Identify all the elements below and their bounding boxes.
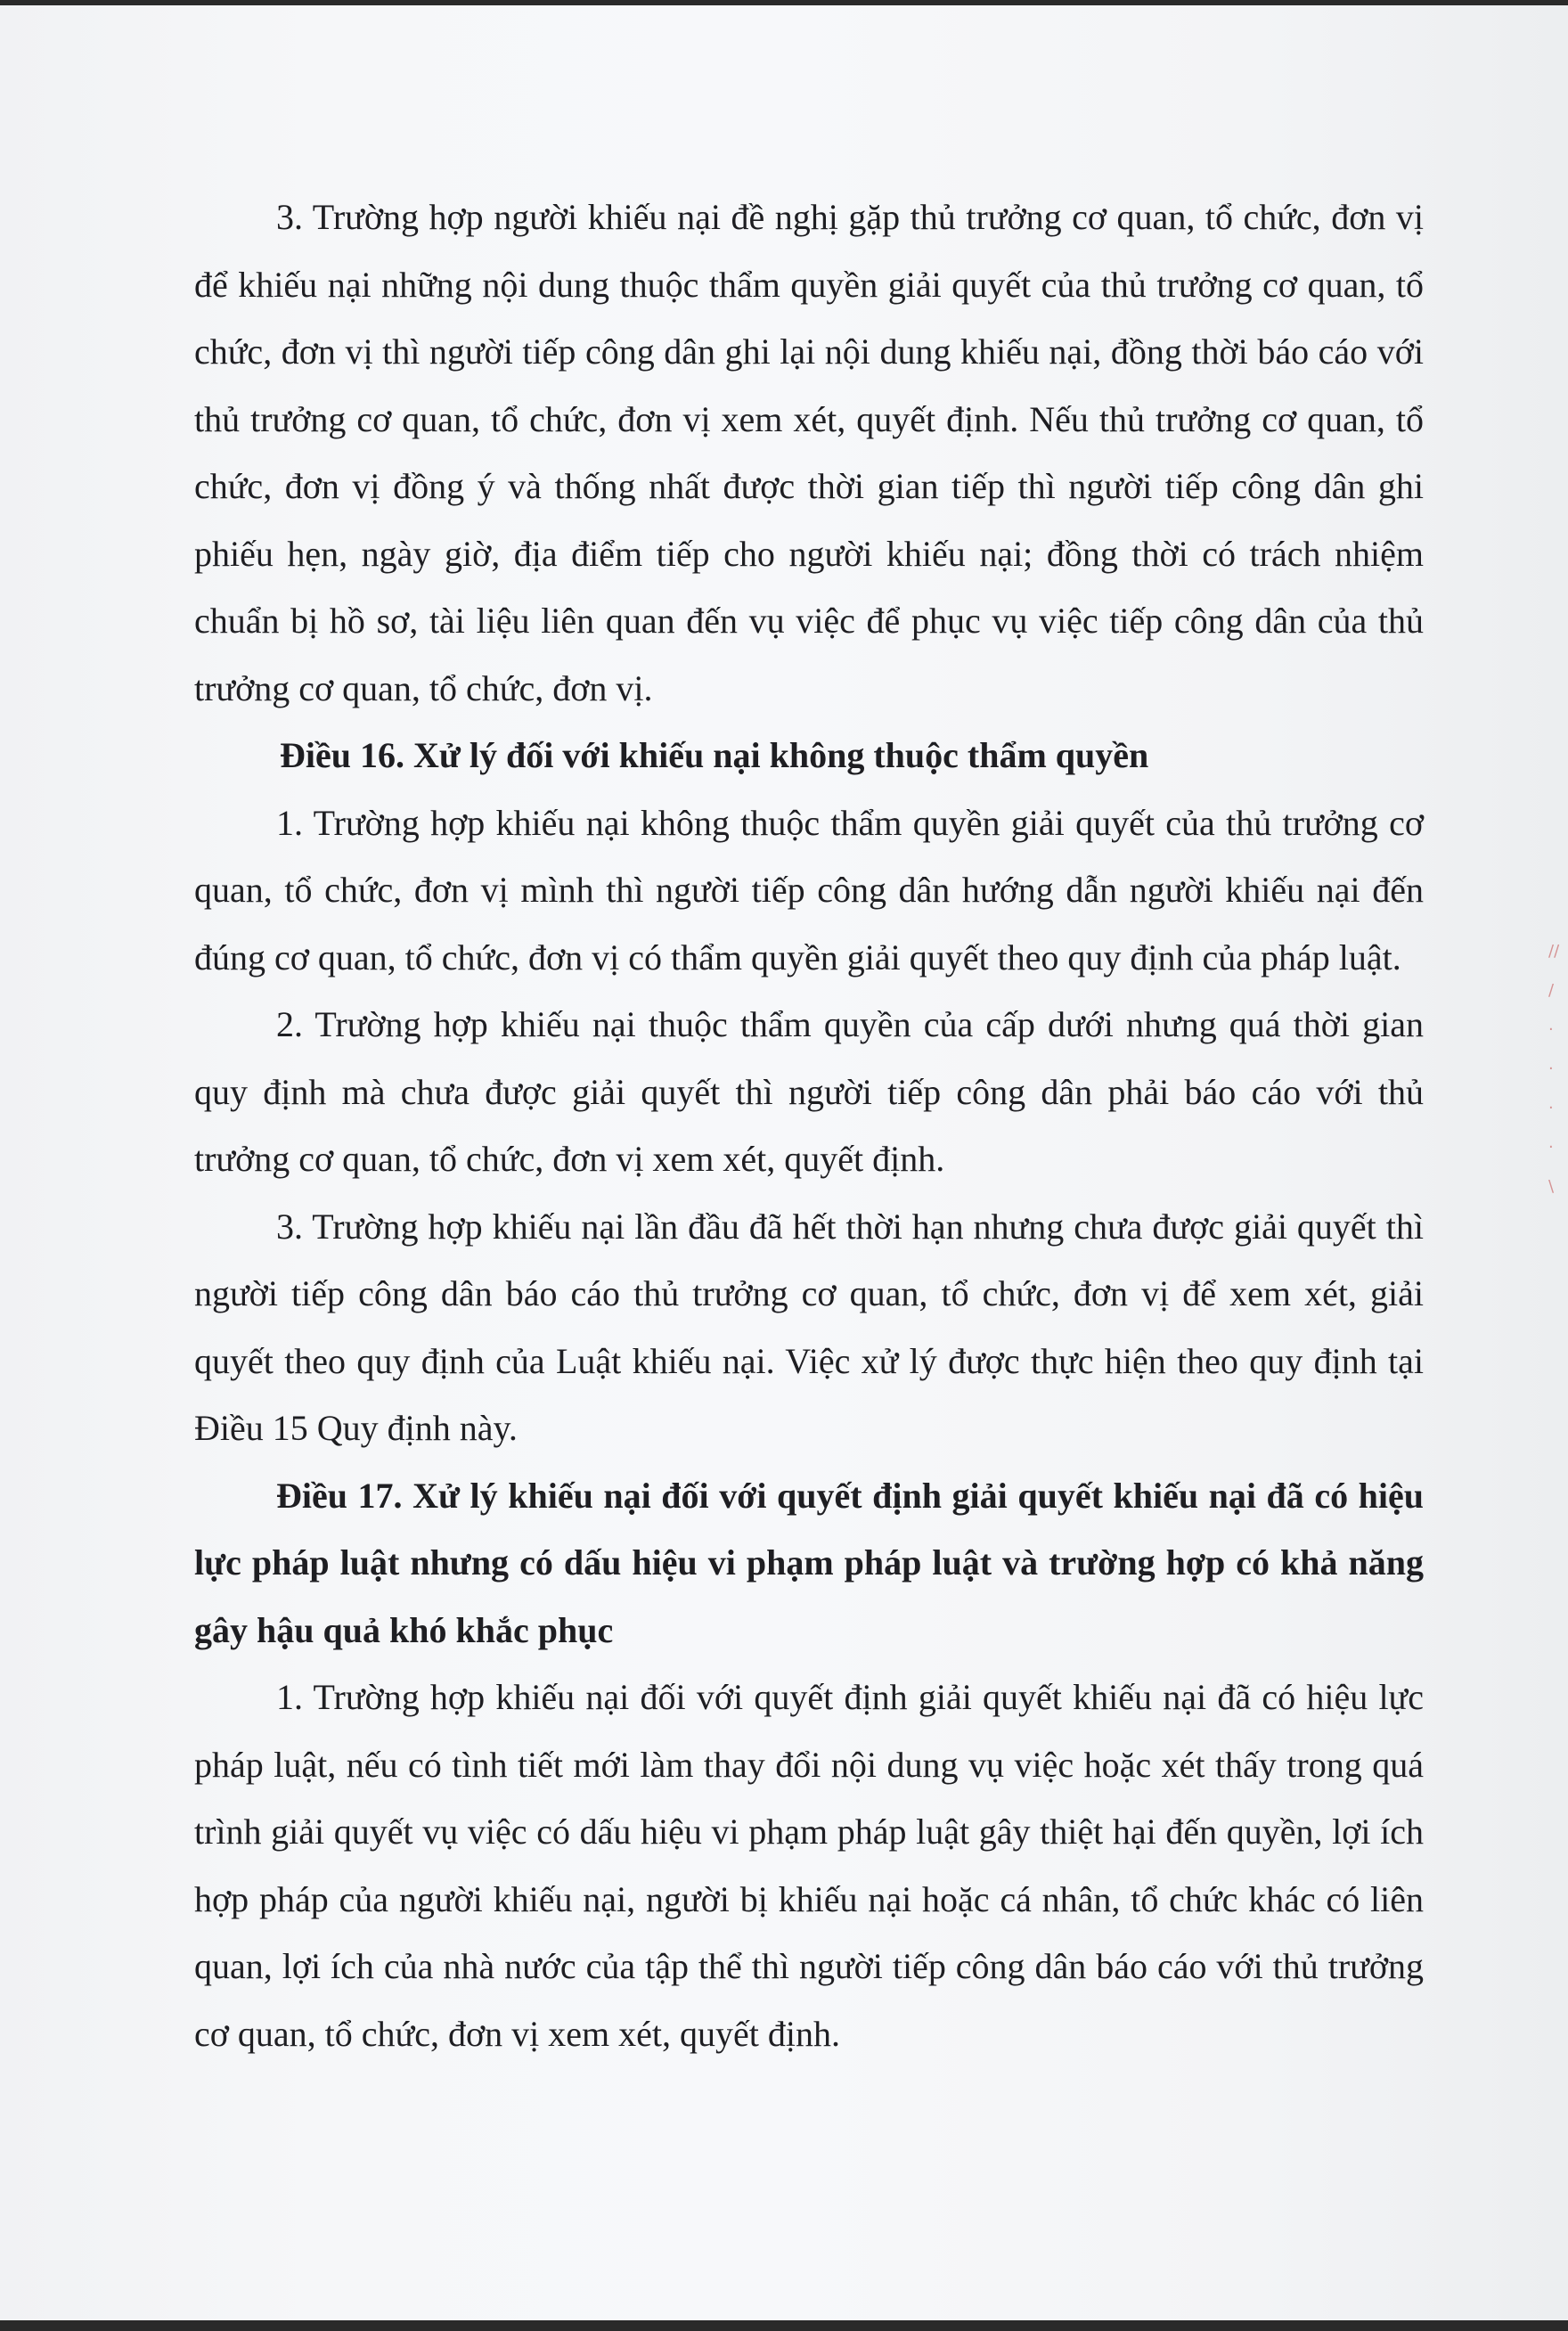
paragraph-article16-clause1: 1. Trường hợp khiếu nại không thuộc thẩm quyền giải quyết của thủ trưởng cơ quan, tổ chức, đơn vị mình thì người tiếp công dân hướng dẫn người khiếu nại đến đúng cơ quan, tổ chức, đơn vị có thẩm quyền giải quyết theo quy định của pháp luật.: [194, 802, 1424, 977]
paragraph-article17-clause1: 1. Trường hợp khiếu nại đối với quyết định giải quyết khiếu nại đã có hiệu lực pháp luật, nếu có tình tiết mới làm thay đổi nội dung vụ việc hoặc xét thấy trong quá trình giải quyết vụ việc có dấu hiệu vi phạm pháp luật gây thiệt hại đến quyền, lợi ích hợp pháp của người khiếu nại, người bị khiếu nại hoặc cá nhân, tổ chức khác có liên quan, lợi ích của nhà nước của tập thể thì người tiếp công dân báo cáo với thủ trưởng cơ quan, tổ chức, đơn vị xem xét, quyết định.: [194, 1677, 1424, 2054]
paragraph-article16-clause2: 2. Trường hợp khiếu nại thuộc thẩm quyền của cấp dưới nhưng quá thời gian quy định mà chưa được giải quyết thì người tiếp công dân phải báo cáo với thủ trưởng cơ quan, tổ chức, đơn vị xem xét, quyết định.: [194, 1004, 1424, 1179]
paragraph-article16-clause3: 3. Trường hợp khiếu nại lần đầu đã hết thời hạn nhưng chưa được giải quyết thì người tiếp công dân báo cáo thủ trưởng cơ quan, tổ chức, đơn vị để xem xét, giải quyết theo quy định của Luật khiếu nại. Việc xử lý được thực hiện theo quy định tại Điều 15 Quy định này.: [194, 1206, 1424, 1448]
paragraph-article15-clause3: 3. Trường hợp người khiếu nại đề nghị gặp thủ trưởng cơ quan, tổ chức, đơn vị để khiếu nại những nội dung thuộc thẩm quyền giải quyết của thủ trưởng cơ quan, tổ chức, đơn vị thì người tiếp công dân ghi lại nội dung khiếu nại, đồng thời báo cáo với thủ trưởng cơ quan, tổ chức, đơn vị xem xét, quyết định. Nếu thủ trưởng cơ quan, tổ chức, đơn vị đồng ý và thống nhất được thời gian tiếp thì người tiếp công dân ghi phiếu hẹn, ngày giờ, địa điểm tiếp cho người khiếu nại; đồng thời có trách nhiệm chuẩn bị hồ sơ, tài liệu liên quan đến vụ việc để phục vụ việc tiếp công dân của thủ trưởng cơ quan, tổ chức, đơn vị.: [194, 197, 1424, 708]
document-body: [194, 184, 1424, 2067]
article-16-heading: Điều 16. Xử lý đối với khiếu nại không thuộc thẩm quyền: [280, 735, 1149, 775]
article-17-heading: Điều 17. Xử lý khiếu nại đối với quyết định giải quyết khiếu nại đã có hiệu lực pháp luật nhưng có dấu hiệu vi phạm pháp luật và trường hợp có khả năng gây hậu quả khó khắc phục: [194, 1475, 1424, 1650]
bleed-through-marks: // / · · · · \: [1548, 942, 1560, 1196]
document-page: [0, 5, 1568, 2320]
